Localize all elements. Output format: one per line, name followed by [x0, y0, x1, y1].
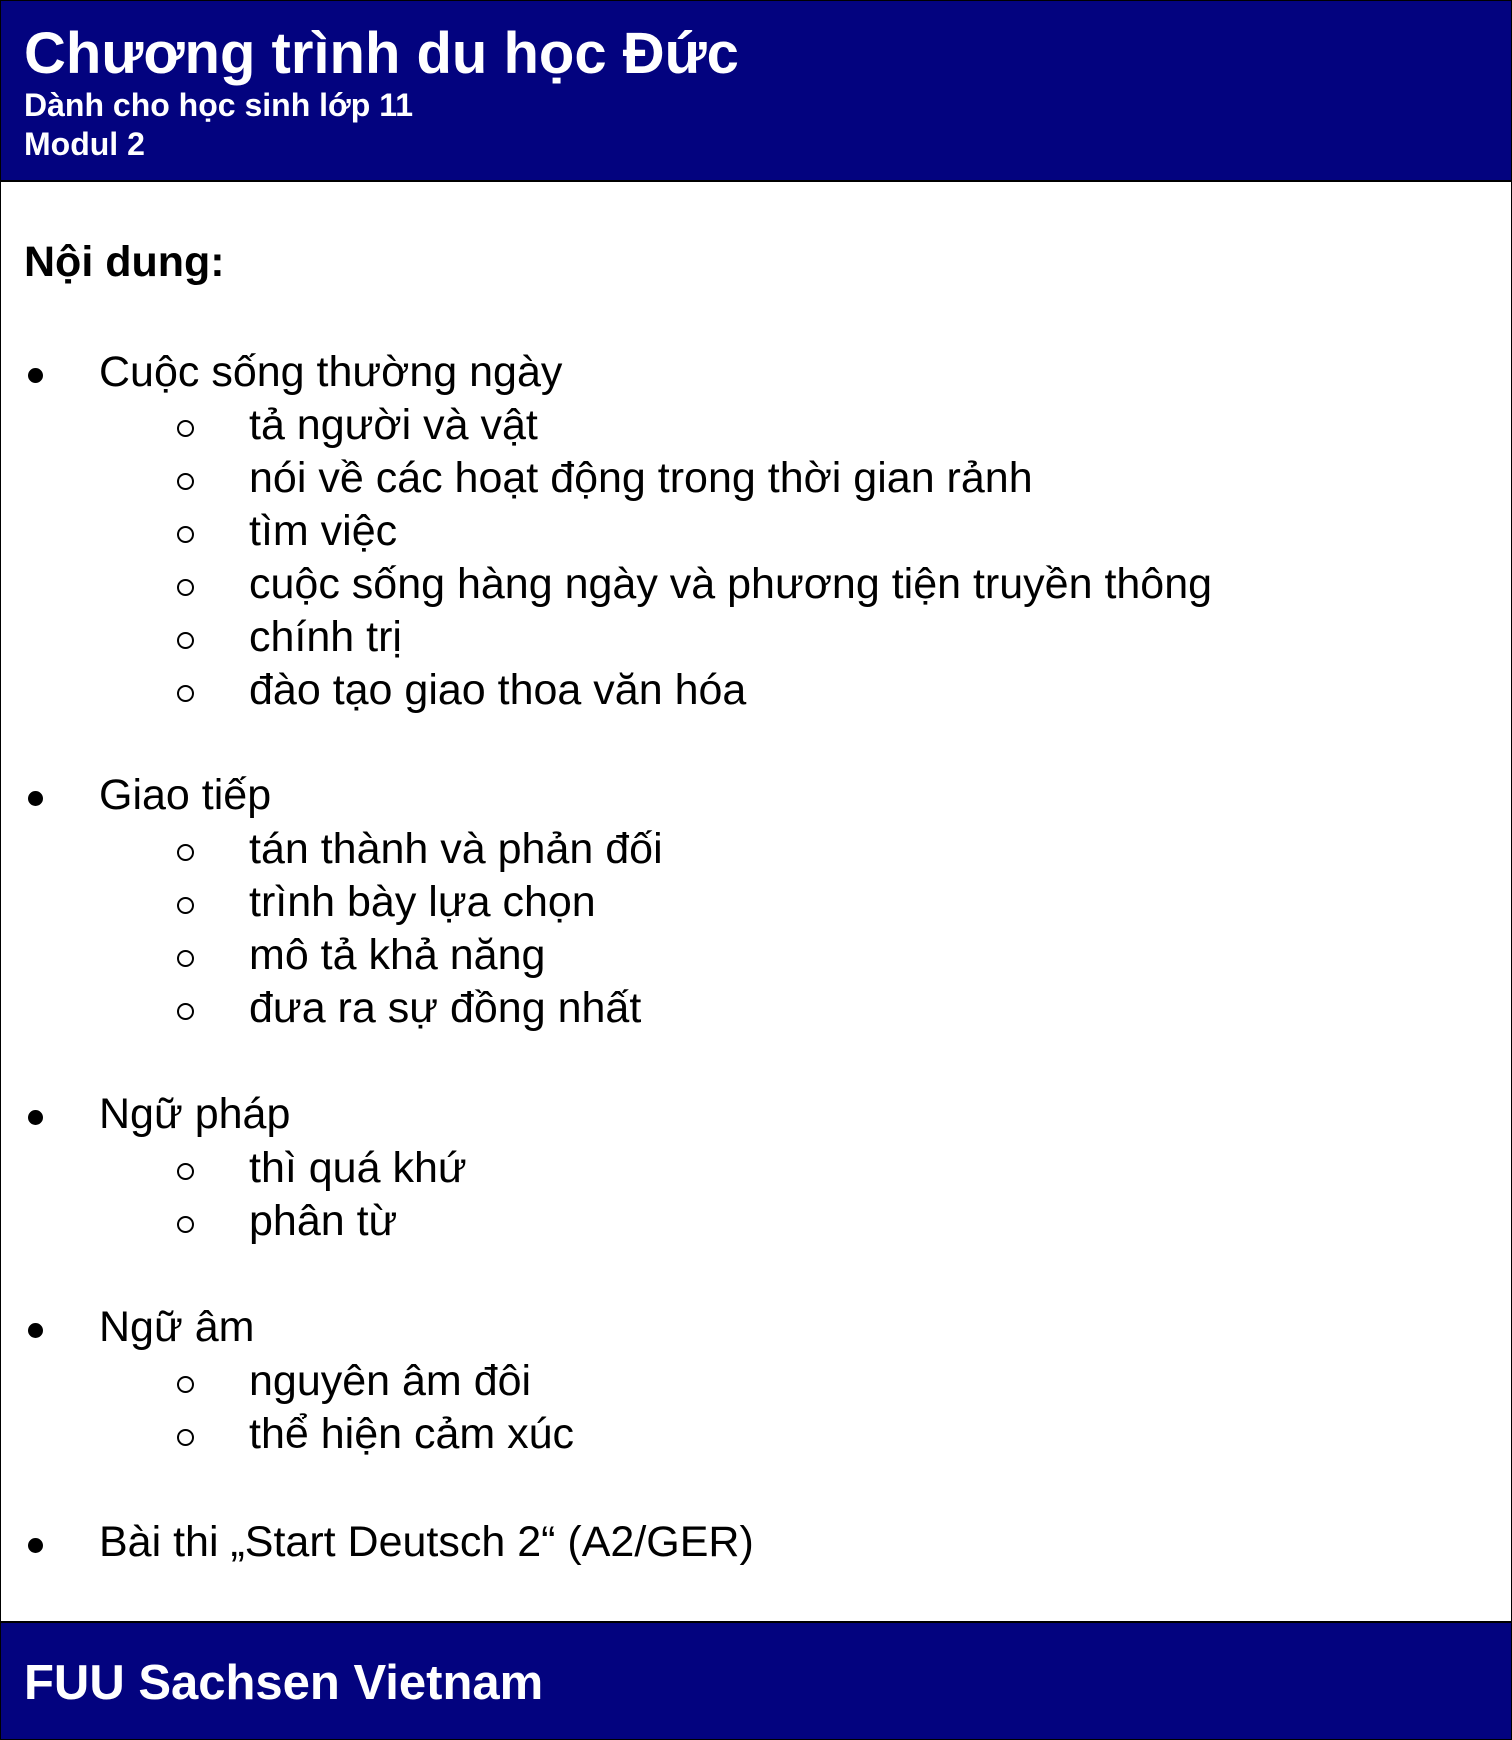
content-heading: Nội dung:: [24, 238, 225, 286]
organization-name: FUU Sachsen Vietnam: [24, 1656, 544, 1710]
section-title: Cuộc sống thường ngày: [99, 348, 563, 396]
circle-bullet-icon: [177, 1376, 194, 1393]
list-item: cuộc sống hàng ngày và phương tiện truyền thông: [249, 560, 1213, 608]
list-item: tả người và vật: [249, 401, 538, 449]
bullet-dot-icon: [28, 791, 43, 806]
circle-bullet-icon: [177, 1216, 194, 1233]
list-item: thì quá khứ: [249, 1144, 467, 1192]
circle-bullet-icon: [177, 1429, 194, 1446]
circle-bullet-icon: [177, 950, 194, 967]
footer-banner: [1, 1621, 1511, 1739]
circle-bullet-icon: [177, 420, 194, 437]
section-title: Bài thi „Start Deutsch 2“ (A2/GER): [99, 1518, 754, 1566]
circle-bullet-icon: [177, 1163, 194, 1180]
list-item: phân từ: [249, 1197, 398, 1245]
bullet-dot-icon: [28, 1538, 43, 1553]
bullet-dot-icon: [28, 368, 43, 383]
list-item: nguyên âm đôi: [249, 1357, 532, 1405]
bullet-dot-icon: [28, 1323, 43, 1338]
list-item: nói về các hoạt động trong thời gian rảnh: [249, 454, 1033, 502]
circle-bullet-icon: [177, 1003, 194, 1020]
list-item: chính trị: [249, 613, 402, 661]
page-title: Chương trình du học Đức: [24, 21, 739, 86]
circle-bullet-icon: [177, 632, 194, 649]
circle-bullet-icon: [177, 473, 194, 490]
bullet-dot-icon: [28, 1110, 43, 1125]
circle-bullet-icon: [177, 897, 194, 914]
list-item: trình bày lựa chọn: [249, 878, 596, 926]
section-title: Giao tiếp: [99, 771, 272, 819]
list-item: đưa ra sự đồng nhất: [249, 984, 642, 1032]
section-title: Ngữ âm: [99, 1303, 255, 1351]
list-item: tìm việc: [249, 507, 398, 555]
circle-bullet-icon: [177, 844, 194, 861]
list-item: tán thành và phản đối: [249, 825, 663, 873]
list-item: mô tả khả năng: [249, 931, 546, 979]
section-title: Ngữ pháp: [99, 1090, 291, 1138]
list-item: đào tạo giao thoa văn hóa: [249, 666, 747, 714]
header-banner: [1, 1, 1511, 182]
circle-bullet-icon: [177, 526, 194, 543]
module-label: Modul 2: [24, 126, 145, 162]
circle-bullet-icon: [177, 579, 194, 596]
list-item: thể hiện cảm xúc: [249, 1410, 575, 1458]
circle-bullet-icon: [177, 685, 194, 702]
page-subtitle: Dành cho học sinh lớp 11: [24, 87, 414, 123]
